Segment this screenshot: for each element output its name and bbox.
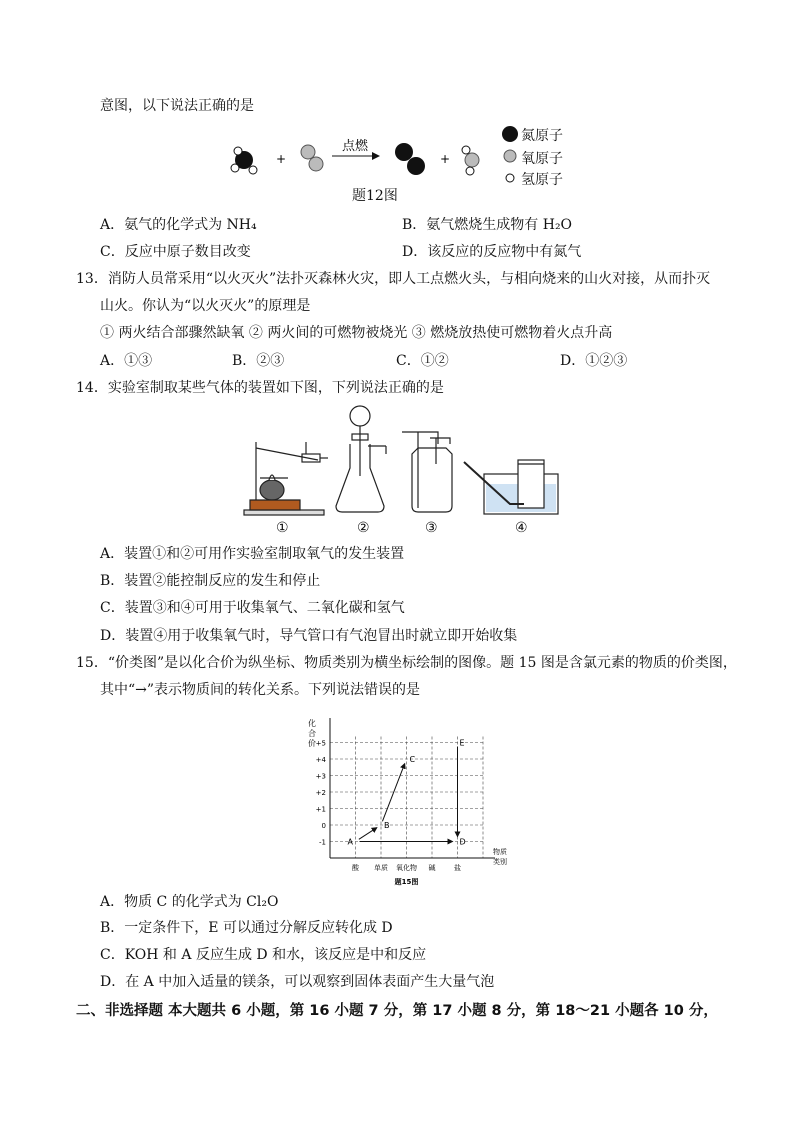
legend-nitrogen: 氮原子 [521, 128, 563, 144]
q14-option-b: B．装置②能控制反应的发生和停止 [100, 573, 321, 589]
q15-option-d: D．在 A 中加入适量的镁条，可以观察到固体表面产生大量气泡 [100, 974, 495, 990]
apparatus-2-flask-with-funnel [336, 406, 386, 512]
q15-caption: 题15图 [394, 878, 419, 886]
oxygen-molecule-icon [301, 145, 323, 171]
y-tick-label: +3 [315, 772, 326, 781]
plus-sign-1: + [276, 152, 287, 166]
section-2-heading: 二、非选择题 本大题共 6 小题，第 16 小题 7 分，第 17 小题 8 分，第 18～21 小题各 10 分， [76, 1003, 718, 1019]
y-axis-label-char: 化 [308, 719, 316, 728]
q13-option-b: B．②③ [232, 353, 285, 369]
q14-apparatus-figure [236, 404, 566, 522]
ammonia-molecule-icon [231, 147, 257, 174]
apparatus-1-heating-setup [244, 442, 328, 515]
x-axis-label-line2: 类别 [493, 858, 507, 866]
point-label-B: B [384, 821, 390, 830]
legend-oxygen: 氧原子 [521, 151, 563, 167]
apparatus-label-4: ④ [515, 520, 528, 536]
q15-option-c: C．KOH 和 A 反应生成 D 和水，该反应是中和反应 [100, 947, 427, 963]
nitrogen-molecule-icon [395, 143, 425, 175]
q12-caption: 题12图 [352, 188, 398, 204]
hydrogen-atom-icon [506, 174, 514, 182]
q14-stem: 14．实验室制取某些气体的装置如下图，下列说法正确的是 [76, 380, 444, 396]
q15-option-a: A．物质 C 的化学式为 Cl₂O [100, 894, 279, 910]
apparatus-label-1: ① [276, 520, 289, 536]
arrow-label: 点燃 [342, 139, 369, 154]
point-label-A: A [347, 837, 353, 847]
apparatus-label-3: ③ [425, 520, 438, 536]
q15-valence-class-chart [300, 712, 507, 888]
q14-option-a: A．装置①和②可用作实验室制取氧气的发生装置 [100, 546, 405, 562]
apparatus-3-collection-bottle [402, 432, 452, 512]
q15-option-b: B．一定条件下，E 可以通过分解反应转化成 D [100, 920, 393, 936]
q15-stem-line2: 其中“→”表示物质间的转化关系。下列说法错误的是 [100, 682, 421, 698]
y-tick-label: +4 [315, 756, 326, 764]
q13-statements: ① 两火结合部骤然缺氧 ② 两火间的可燃物被烧光 ③ 燃烧放热使可燃物着火点升高 [100, 325, 613, 341]
q15-stem-line1: 15．“价类图”是以化合价为纵坐标、物质类别为横坐标绘制的图像。题 15 图是含氯元素的物质的价类图， [76, 655, 737, 671]
nitrogen-atom-icon [502, 126, 518, 142]
x-tick-label: 碱 [428, 864, 436, 872]
y-axis-label-char: 价 [308, 739, 316, 748]
q14-option-c: C．装置③和④可用于收集氧气、二氧化碳和氢气 [100, 600, 405, 616]
q12-option-c: C．反应中原子数目改变 [100, 244, 251, 260]
q13-stem-line1: 13．消防人员常采用“以火灭火”法扑灭森林火灾，即人工点燃火头，与相向烧来的山火对接，从而扑灭 [76, 271, 711, 287]
q13-option-c: C．①② [396, 353, 449, 369]
y-axis-label-char: 合 [308, 729, 316, 738]
point-label-E: E [459, 738, 465, 748]
point-label-D: D [459, 837, 466, 847]
y-tick-label: +5 [315, 739, 326, 748]
arrow-B-C [382, 764, 404, 822]
point-label-C: C [409, 755, 416, 764]
y-tick-label: -1 [319, 838, 326, 847]
q12-stem: 意图，以下说法正确的是 [100, 98, 254, 114]
plus-sign-2: + [440, 152, 451, 166]
y-tick-label: +2 [315, 789, 326, 797]
x-tick-label: 盐 [454, 864, 461, 872]
apparatus-4-water-trough [464, 460, 558, 514]
x-axis-label-line1: 物质 [493, 848, 507, 856]
q12-option-d: D．该反应的反应物中有氮气 [402, 244, 582, 260]
x-tick-label: 单质 [374, 864, 388, 872]
y-tick-label: 0 [321, 822, 326, 830]
q13-option-d: D．①②③ [560, 353, 628, 369]
x-tick-label: 氧化物 [396, 864, 417, 872]
q14-option-d: D．装置④用于收集氧气时，导气管口有气泡冒出时就立即开始收集 [100, 628, 518, 644]
x-tick-label: 酸 [352, 864, 359, 872]
q13-stem-line2: 山火。你认为“以火灭火”的原理是 [100, 298, 311, 314]
q12-option-b: B．氨气燃烧生成物有 H₂O [402, 217, 573, 233]
q13-option-a: A．①③ [100, 353, 153, 369]
y-tick-label: +1 [315, 805, 326, 814]
legend-hydrogen: 氢原子 [521, 172, 563, 188]
water-molecule-icon [462, 146, 479, 175]
oxygen-atom-icon [504, 150, 516, 162]
q12-option-a: A．氨气的化学式为 NH₄ [100, 217, 257, 233]
atom-legend [502, 126, 518, 182]
arrow-A-B [359, 828, 377, 840]
apparatus-label-2: ② [357, 520, 370, 536]
